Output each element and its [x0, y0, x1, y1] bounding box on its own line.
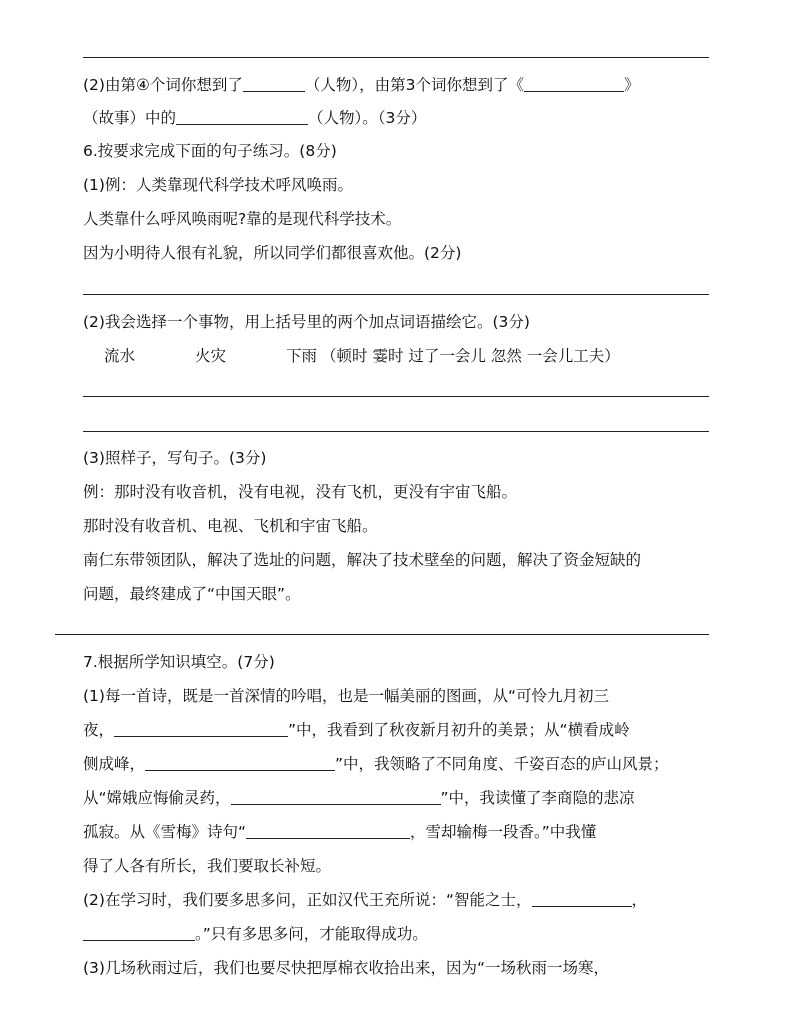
q7-p2-line2: 。”只有多思多问，才能取得成功。	[83, 923, 428, 945]
blank-character-1[interactable]	[243, 75, 305, 92]
answer-line-top	[83, 57, 709, 58]
q7-p1-line3: 侧成峰， ”中，我领略了不同角度、千姿百态的庐山风景；	[83, 755, 669, 773]
q7-p3-line1: (3)几场秋雨过后，我们也要尽快把厚棉衣收拾出来，因为“一场秋雨一场寒，	[83, 959, 609, 977]
q6-s1-prompt: (1)例：人类靠现代科学技术呼风唤雨。	[83, 176, 353, 194]
q6-s1-task: 因为小明待人很有礼貌，所以同学们都很喜欢他。(2分)	[83, 244, 462, 262]
blank-quote-1[interactable]	[532, 890, 632, 907]
q6-s3-prompt: (3)照样子，写句子。(3分)	[83, 449, 267, 467]
word-liushui: 流水	[104, 347, 136, 365]
answer-line-q6-3[interactable]	[55, 634, 709, 635]
answer-line-q6-1[interactable]	[83, 294, 709, 295]
blank-poem-1[interactable]	[114, 720, 288, 737]
blank-poem-4[interactable]	[246, 822, 410, 839]
q7-title: 7.根据所学知识填空。(7分)	[83, 653, 275, 671]
q6-s3-task2: 问题，最终建成了“中国天眼”。	[83, 585, 301, 603]
word-huozai: 火灾	[195, 347, 227, 365]
q7-p1-line4: 从“嫦娥应悔偷灵药， ”中，我读懂了李商隐的悲凉	[83, 789, 635, 807]
blank-poem-3[interactable]	[231, 788, 441, 805]
blank-quote-2[interactable]	[83, 924, 195, 941]
q6-s3-example1: 例：那时没有收音机，没有电视，没有飞机，更没有宇宙飞船。	[83, 483, 518, 501]
word-options: （顿时 霎时 过了一会儿 忽然 一会儿工夫）	[321, 347, 620, 365]
q5-line-1: (2)由第④个词你想到了 （人物），由第3个词你想到了《 》	[83, 76, 640, 94]
blank-character-2[interactable]	[176, 108, 308, 125]
q6-s3-example2: 那时没有收音机、电视、飞机和宇宙飞船。	[83, 517, 378, 535]
q6-s2-words	[104, 345, 620, 367]
answer-line-q6-2b[interactable]	[83, 431, 709, 432]
q6-title: 6.按要求完成下面的句子练习。(8分)	[83, 142, 337, 160]
q6-s2-prompt: (2)我会选择一个事物，用上括号里的两个加点词语描绘它。(3分)	[83, 313, 530, 331]
blank-story-name[interactable]	[524, 75, 624, 92]
word-xiayu: 下雨	[286, 347, 318, 365]
q7-p1-line6: 得了人各有所长，我们要取长补短。	[83, 857, 332, 875]
q7-p2-line1: (2)在学习时，我们要多思多问，正如汉代王充所说：“智能之士， ，	[83, 891, 648, 909]
q7-p1-line1: (1)每一首诗，既是一首深情的吟唱，也是一幅美丽的图画，从“可怜九月初三	[83, 687, 609, 705]
q5-line-2: （故事）中的 （人物）。（3分）	[83, 109, 427, 127]
blank-poem-2[interactable]	[145, 754, 335, 771]
q7-p1-line5: 孤寂。从《雪梅》诗句“ ，雪却输梅一段香。”中我懂	[83, 823, 597, 841]
q7-p1-line2: 夜， ”中，我看到了秋夜新月初升的美景；从“横看成岭	[83, 721, 630, 739]
q6-s1-example: 人类靠什么呼风唤雨呢?靠的是现代科学技术。	[83, 210, 402, 228]
q6-s3-task1: 南仁东带领团队，解决了选址的问题，解决了技术壁垒的问题，解决了资金短缺的	[83, 551, 642, 569]
answer-line-q6-2a[interactable]	[83, 396, 709, 397]
